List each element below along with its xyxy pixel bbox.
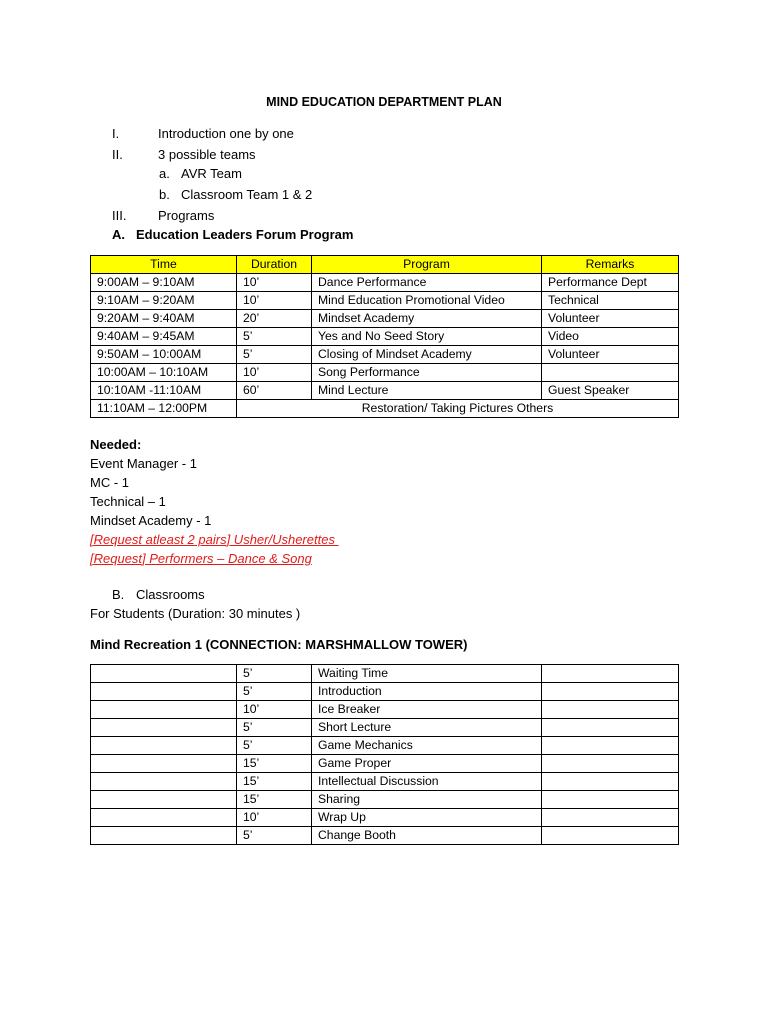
duration-cell: 10’ [237, 701, 312, 719]
empty-cell [542, 665, 679, 683]
table-row [91, 346, 679, 364]
empty-cell [542, 701, 679, 719]
needed-item: Mindset Academy - 1 [90, 513, 212, 528]
table-row [91, 665, 679, 683]
empty-cell [91, 665, 237, 683]
duration-cell: 15’ [237, 773, 312, 791]
outline-text: Introduction one by one [158, 126, 294, 141]
duration-cell: 5’ [237, 827, 312, 845]
outline-text: AVR Team [181, 166, 242, 181]
needed-item: Event Manager - 1 [90, 456, 197, 471]
empty-cell [542, 827, 679, 845]
table-row [91, 737, 679, 755]
column-header-time: Time [91, 256, 237, 274]
empty-cell [91, 737, 237, 755]
document-title: MIND EDUCATION DEPARTMENT PLAN [266, 95, 502, 109]
needed-item: MC - 1 [90, 475, 129, 490]
remarks-cell: Performance Dept [542, 274, 679, 292]
table-row [91, 791, 679, 809]
time-cell: 9:50AM – 10:00AM [91, 346, 237, 364]
program-cell: Closing of Mindset Academy [312, 346, 542, 364]
section-number: A. [112, 227, 125, 242]
activity-cell: Wrap Up [312, 809, 542, 827]
table-row [91, 328, 679, 346]
time-cell: 11:10AM – 12:00PM [91, 400, 237, 418]
outline-number: III. [112, 208, 127, 223]
outline-text: 3 possible teams [158, 147, 256, 162]
time-cell: 9:40AM – 9:45AM [91, 328, 237, 346]
duration-cell: 5’ [237, 665, 312, 683]
duration-cell: 5’ [237, 683, 312, 701]
time-cell: 9:10AM – 9:20AM [91, 292, 237, 310]
program-cell: Mind Education Promotional Video [312, 292, 542, 310]
time-cell: 9:20AM – 9:40AM [91, 310, 237, 328]
empty-cell [91, 773, 237, 791]
program-cell: Mindset Academy [312, 310, 542, 328]
activity-cell: Intellectual Discussion [312, 773, 542, 791]
column-header-remarks: Remarks [542, 256, 679, 274]
duration-cell: 20’ [237, 310, 312, 328]
duration-cell: 60’ [237, 382, 312, 400]
activity-cell: Game Proper [312, 755, 542, 773]
table-row-merged [91, 400, 679, 418]
table-row [91, 683, 679, 701]
table-row [91, 274, 679, 292]
needed-heading: Needed: [90, 437, 142, 452]
section-title: Classrooms [136, 587, 205, 602]
table-row [91, 292, 679, 310]
duration-cell: 15’ [237, 791, 312, 809]
remarks-cell: Guest Speaker [542, 382, 679, 400]
remarks-cell: Volunteer [542, 346, 679, 364]
section-number: B. [112, 587, 125, 602]
program-cell: Dance Performance [312, 274, 542, 292]
table-row [91, 364, 679, 382]
empty-cell [91, 809, 237, 827]
activity-cell: Waiting Time [312, 665, 542, 683]
table-row [91, 382, 679, 400]
program-cell: Song Performance [312, 364, 542, 382]
table-row [91, 827, 679, 845]
empty-cell [542, 755, 679, 773]
remarks-cell: Volunteer [542, 310, 679, 328]
empty-cell [91, 791, 237, 809]
activity-cell: Introduction [312, 683, 542, 701]
activity-cell: Change Booth [312, 827, 542, 845]
duration-cell: 10’ [237, 809, 312, 827]
empty-cell [542, 773, 679, 791]
duration-cell: 5’ [237, 346, 312, 364]
duration-cell: 5’ [237, 719, 312, 737]
duration-cell: 10’ [237, 274, 312, 292]
program-cell: Mind Lecture [312, 382, 542, 400]
empty-cell [542, 809, 679, 827]
duration-cell: 10’ [237, 292, 312, 310]
table-row [91, 755, 679, 773]
remarks-cell [542, 364, 679, 382]
outline-number: II. [112, 147, 123, 162]
time-cell: 10:00AM – 10:10AM [91, 364, 237, 382]
outline-number: I. [112, 126, 120, 141]
recreation-table [90, 664, 679, 845]
forum-program-table [90, 255, 679, 418]
duration-cell: 5’ [237, 328, 312, 346]
table-row [91, 809, 679, 827]
column-header-program: Program [312, 256, 542, 274]
outline-text: Programs [158, 208, 215, 223]
time-cell: 10:10AM -11:10AM [91, 382, 237, 400]
recreation-title: Mind Recreation 1 (CONNECTION: MARSHMALLOW TOWER) [90, 637, 468, 652]
outline-number: b. [159, 187, 170, 202]
remarks-cell: Video [542, 328, 679, 346]
duration-cell: 5’ [237, 737, 312, 755]
empty-cell [91, 683, 237, 701]
empty-cell [542, 683, 679, 701]
request-item: [Request atleast 2 pairs] Usher/Usherettes [90, 532, 339, 547]
empty-cell [542, 791, 679, 809]
empty-cell [91, 755, 237, 773]
table-row [91, 310, 679, 328]
program-cell: Yes and No Seed Story [312, 328, 542, 346]
empty-cell [91, 827, 237, 845]
table-row [91, 773, 679, 791]
column-header-duration: Duration [237, 256, 312, 274]
empty-cell [91, 701, 237, 719]
duration-cell: 10’ [237, 364, 312, 382]
empty-cell [91, 719, 237, 737]
needed-item: Technical – 1 [90, 494, 166, 509]
activity-cell: Sharing [312, 791, 542, 809]
table-header-row [91, 256, 679, 274]
table-row [91, 719, 679, 737]
merged-program-cell: Restoration/ Taking Pictures Others [237, 400, 679, 418]
outline-text: Classroom Team 1 & 2 [181, 187, 313, 202]
outline-number: a. [159, 166, 170, 181]
request-item: [Request] Performers – Dance & Song [90, 551, 312, 566]
empty-cell [542, 719, 679, 737]
activity-cell: Ice Breaker [312, 701, 542, 719]
activity-cell: Short Lecture [312, 719, 542, 737]
duration-cell: 15’ [237, 755, 312, 773]
table-row [91, 701, 679, 719]
remarks-cell: Technical [542, 292, 679, 310]
classrooms-note: For Students (Duration: 30 minutes ) [90, 606, 301, 621]
activity-cell: Game Mechanics [312, 737, 542, 755]
time-cell: 9:00AM – 9:10AM [91, 274, 237, 292]
section-title: Education Leaders Forum Program [136, 227, 354, 242]
empty-cell [542, 737, 679, 755]
